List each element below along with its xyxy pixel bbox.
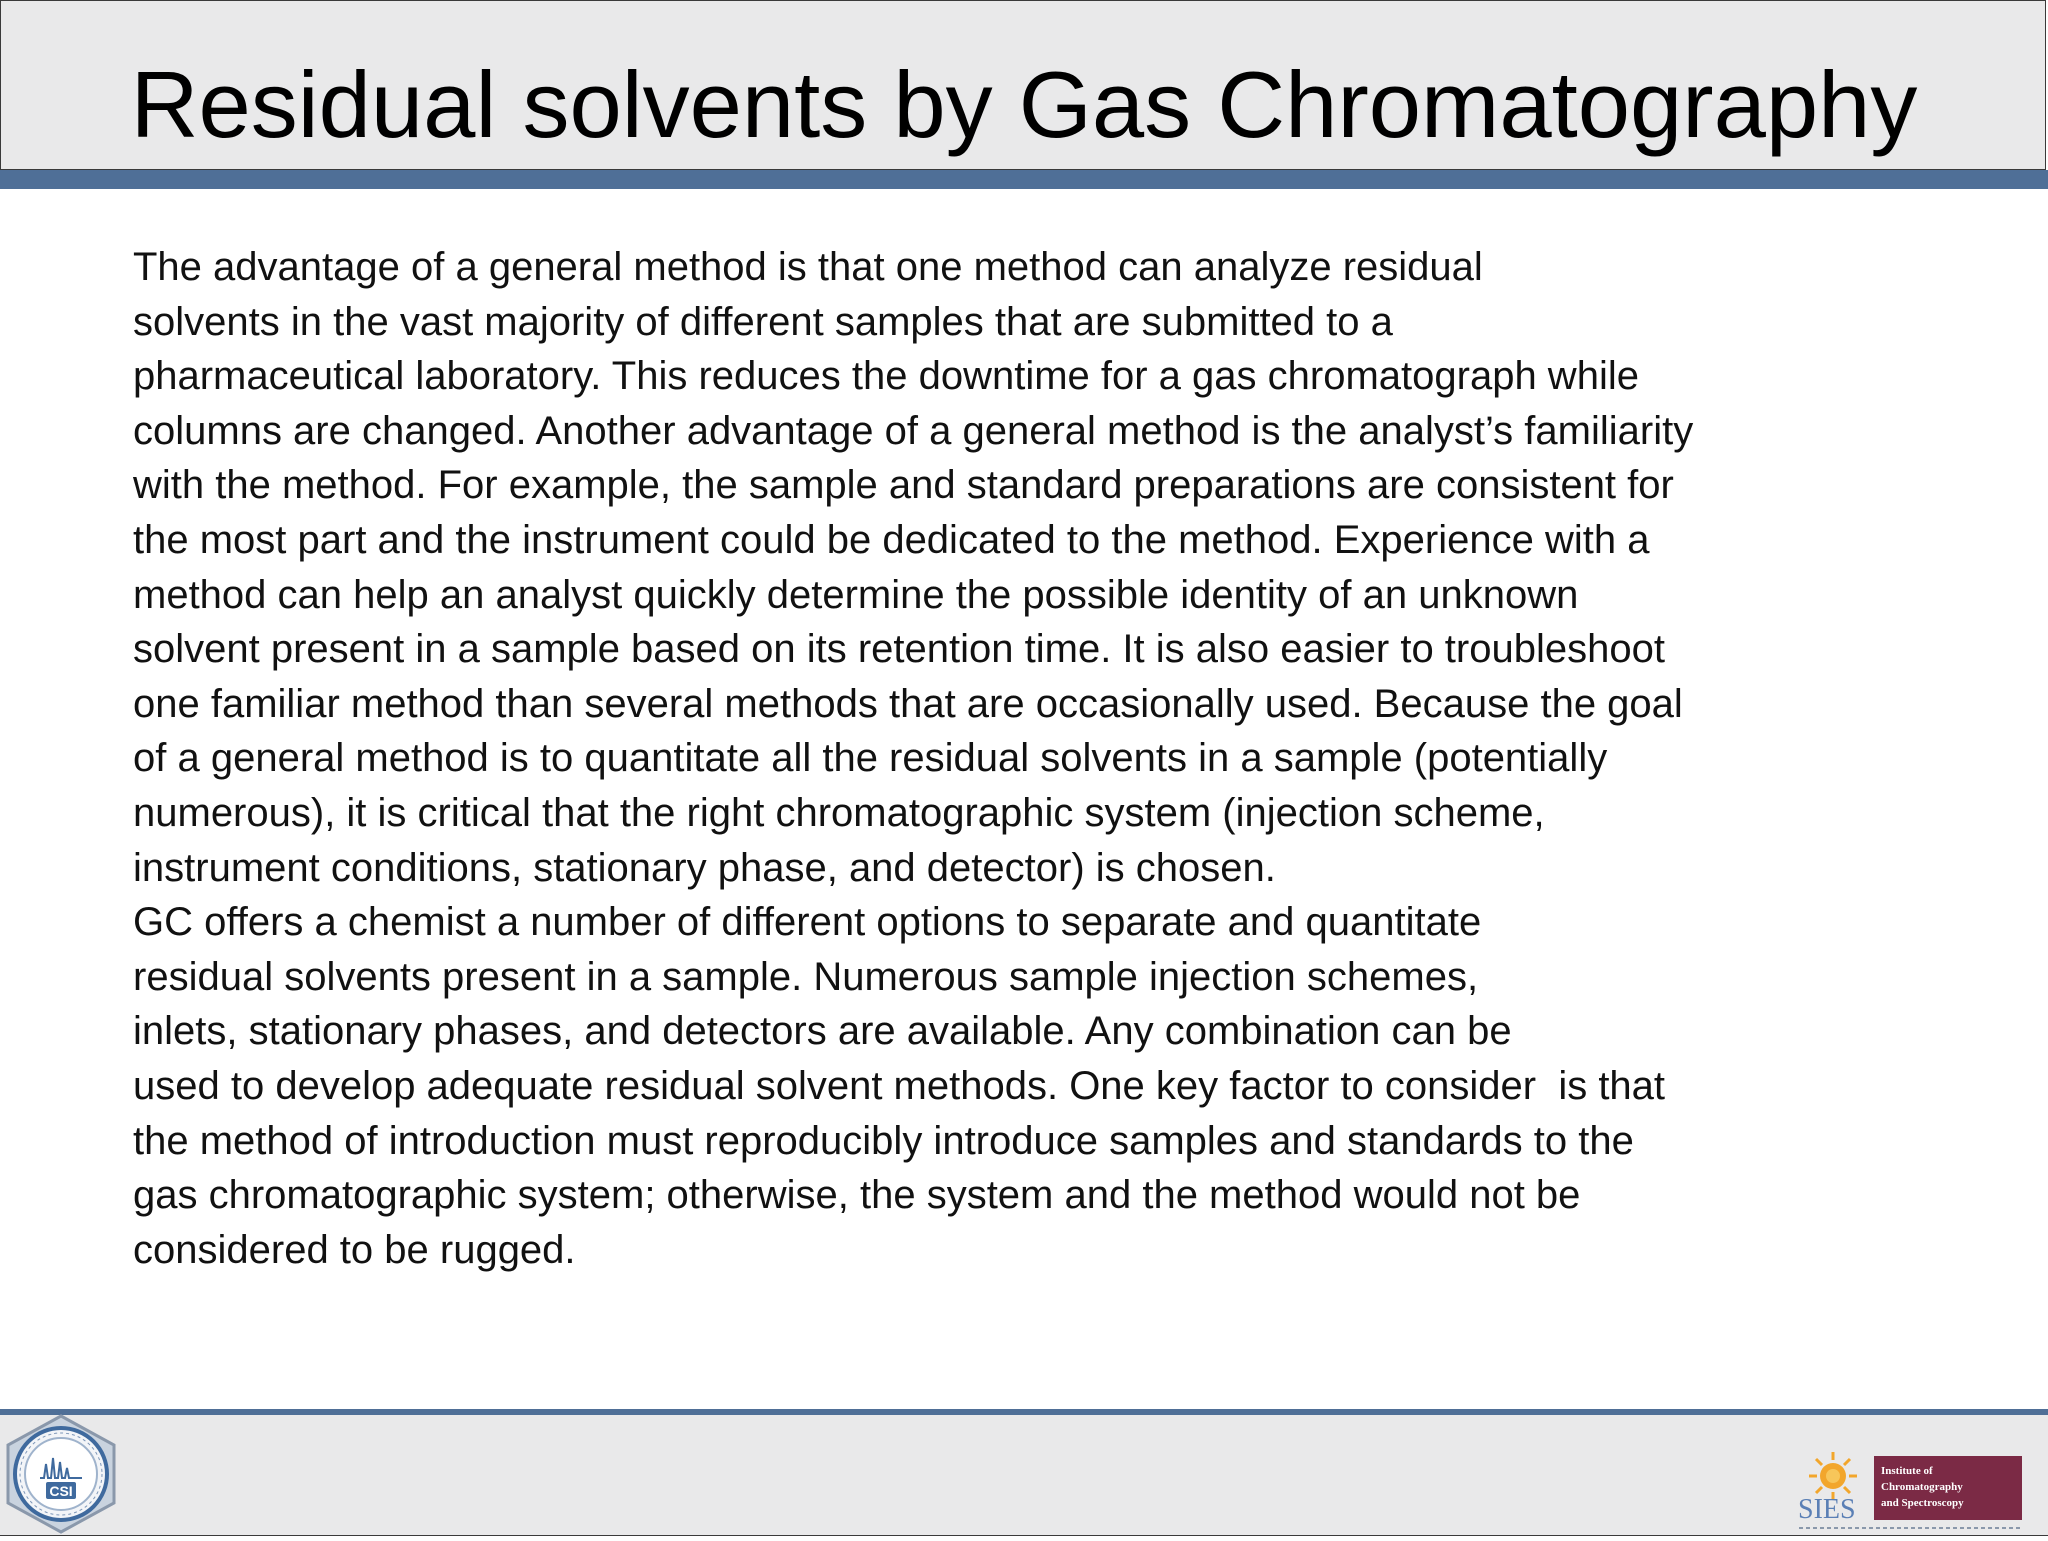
title-divider: [0, 170, 2048, 189]
body-line: the most part and the instrument could be dedicated to the method. Experience with a: [133, 517, 1650, 562]
svg-text:Chromatography: Chromatography: [1881, 1481, 1963, 1493]
slide-body: [133, 240, 2033, 1277]
body-line: method can help an analyst quickly determine the possible identity of an unknown: [133, 572, 1579, 617]
body-line: used to develop adequate residual solvent methods. One key factor to consider is that: [133, 1063, 1666, 1108]
body-line: solvents in the vast majority of different samples that are submitted to a: [133, 299, 1393, 344]
body-line: gas chromatographic system; otherwise, the system and the method would not be: [133, 1173, 1581, 1218]
footer-bar: [0, 1415, 2048, 1536]
svg-text:and Spectroscopy: and Spectroscopy: [1881, 1497, 1964, 1509]
slide-title: Residual solvents by Gas Chromatography: [130, 52, 1918, 157]
body-line: instrument conditions, stationary phase, and detector) is chosen.: [133, 845, 1276, 890]
body-line: solvent present in a sample based on its retention time. It is also easier to troubleshoot: [133, 627, 1665, 672]
body-line: columns are changed. Another advantage of a general method is the analyst’s familiarity: [133, 408, 1694, 453]
body-line: one familiar method than several methods that are occasionally used. Because the goal: [133, 681, 1683, 726]
csi-logo-icon: [2, 1412, 120, 1536]
body-line: pharmaceutical laboratory. This reduces the downtime for a gas chromatograph while: [133, 354, 1639, 399]
body-line: residual solvents present in a sample. Numerous sample injection schemes,: [133, 954, 1479, 999]
body-line: the method of introduction must reproducibly introduce samples and standards to the: [133, 1118, 1634, 1163]
body-line: numerous), it is critical that the right chromatographic system (injection scheme,: [133, 790, 1545, 835]
sies-logo-icon: [1795, 1452, 2025, 1534]
sies-logo-text: SIES: [1798, 1494, 1856, 1525]
body-line: inlets, stationary phases, and detectors are available. Any combination can be: [133, 1009, 1512, 1054]
body-line: considered to be rugged.: [133, 1227, 576, 1272]
body-line: of a general method is to quantitate all the residual solvents in a sample (potentially: [133, 736, 1608, 781]
body-line: The advantage of a general method is that one method can analyze residual: [133, 245, 1483, 289]
svg-text:Institute of: Institute of: [1881, 1465, 1933, 1477]
body-line: GC offers a chemist a number of different options to separate and quantitate: [133, 900, 1482, 945]
body-line: with the method. For example, the sample and standard preparations are consistent for: [133, 463, 1674, 508]
csi-logo-text: CSI: [49, 1483, 73, 1499]
